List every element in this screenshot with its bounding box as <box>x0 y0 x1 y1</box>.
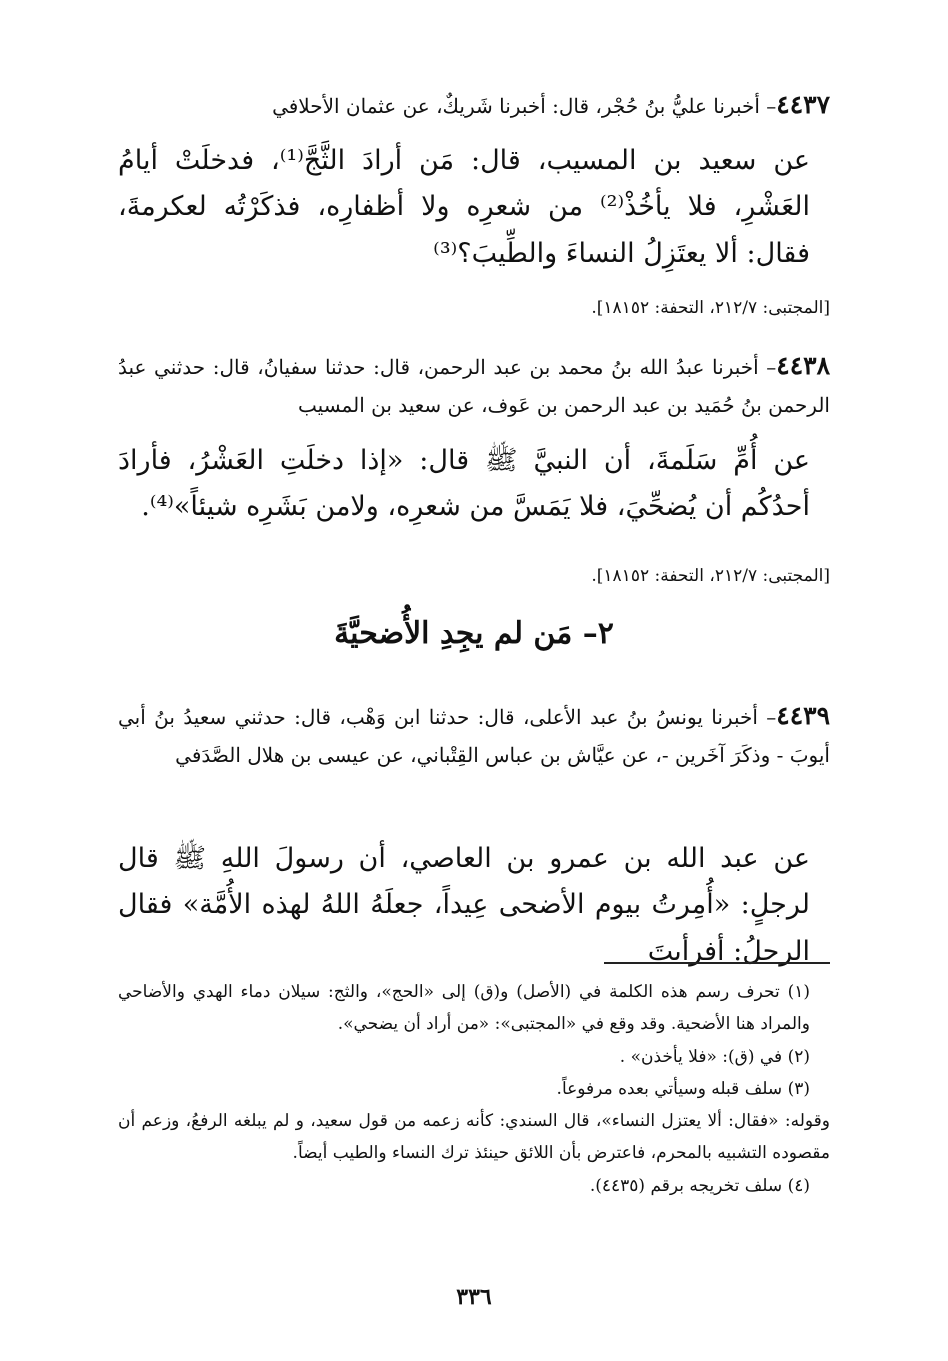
page-number: ٣٣٦ <box>456 1284 492 1310</box>
footnote-3-continued: وقوله: «فقال: ألا يعتزل النساء»، قال السندي: كأنه زعمه من قول سعيد، و لم يبلغه الرفعُ، وزعم أن مقصوده التشبيه بالمحرم، فاعترض بأن اللائق حينئذ ترك النساء والطيب أيضاً. <box>118 1111 830 1164</box>
chapter-heading: ٢– مَن لم يجِدِ الأُضحيَّةَ <box>334 616 614 651</box>
hadith-4439-intro <box>118 694 830 773</box>
footnote-3: (٣) سلف قبله وسيأتي بعده مرفوعاً. <box>556 1078 810 1099</box>
hadith-isnad: – أخبرنا يونسُ بنُ عبد الأعلى، قال: حدثنا ابن وَهْب، قال: حدثني سعيدُ بنُ أبي أيوبَ - وذكَرَ آخَرين -، عن عيَّاش بن عباس القِتْباني، عن عيسى بن هلال الصَّدَفي <box>118 705 830 767</box>
footnote-2: (٢) في (ق): «فلا يأخذن» . <box>619 1046 810 1067</box>
hadith-4438-body: عن أُمِّ سَلَمةَ، أن النبيَّ ﷺ قال: «إذا دخلَتِ العَشْرُ، فأرادَ أحدُكُم أن يُضحِّيَ، فلا يَمَسَّ من شعرِه، ولامن بَشَرِه شيئاً»⁽⁴⁾. <box>118 445 810 523</box>
hadith-4438-source: [المجتبى: ٢١٢/٧، التحفة: ١٨١٥٢]. <box>591 566 830 586</box>
hadith-isnad: – أخبرنا عليُّ بنُ حُجْر، قال: أخبرنا شَريكٌ، عن عثمان الأحلافي <box>272 94 777 118</box>
hadith-4438-intro <box>118 344 830 423</box>
hadith-4437-body: عن سعيد بن المسيب، قال: مَن أرادَ الثَّجَّ⁽¹⁾، فدخلَتْ أيامُ العَشْرِ، فلا يأخُذْ⁽²⁾ من شعرِه ولا أظفارِه، فذكَرْتُه لعكرمةَ، فقال: ألا يعتَزِلُ النساءَ والطِّيبَ؟⁽³⁾ <box>118 145 810 269</box>
footnote-separator <box>604 962 830 964</box>
hadith-4439-body: عن عبد الله بن عمرو بن العاصي، أن رسولَ اللهِ ﷺ قال لرجلٍ: «أُمِرتُ بيوم الأضحى عِيداً، جعلَهُ اللهُ لهذه الأُمَّة» فقال الرجلُ: أفرأيتَ <box>118 843 810 967</box>
footnotes <box>118 976 830 1202</box>
hadith-number: ٤٤٣٩ <box>776 701 830 730</box>
hadith-number: ٤٤٣٧ <box>776 90 830 119</box>
footnote-1: (١) تحرف رسم هذه الكلمة في (الأصل) و(ق) إلى «الحج»، والثج: سيلان دماء الهدي والأضاحي والمراد هنا الأضحية. وقد وقع في «المجتبى»: «من أراد أن يضحي». <box>118 982 810 1035</box>
hadith-isnad: – أخبرنا عبدُ الله بنُ محمد بن عبد الرحمن، قال: حدثنا سفيانُ، قال: حدثني عبدُ الرحمن بنُ حُمَيد بن عبد الرحمن بن عَوف، عن سعيد بن المسيب <box>118 355 830 417</box>
hadith-number: ٤٤٣٨ <box>776 351 830 380</box>
hadith-4437-intro <box>118 86 830 124</box>
footnote-4: (٤) سلف تخريجه برقم (٤٤٣٥). <box>589 1175 810 1196</box>
hadith-4437-source: [المجتبى: ٢١٢/٧، التحفة: ١٨١٥٢]. <box>591 298 830 318</box>
